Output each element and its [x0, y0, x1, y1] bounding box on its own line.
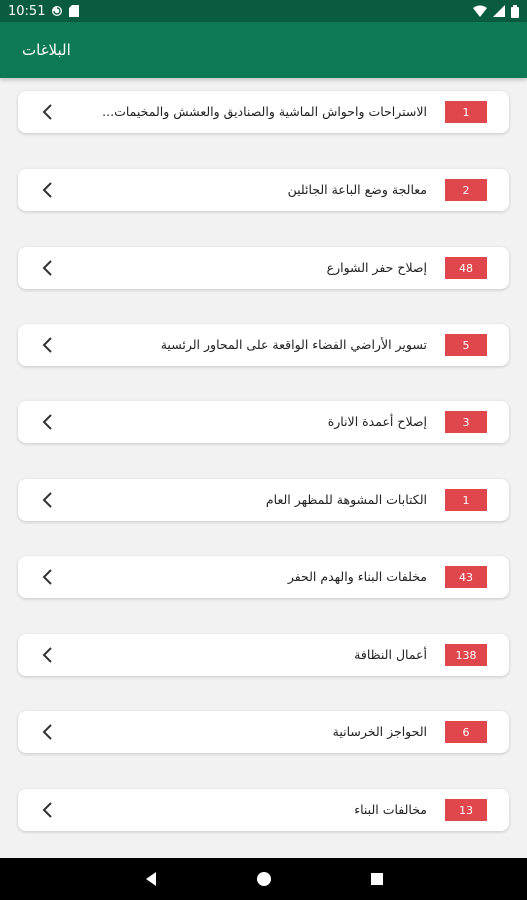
- list-item[interactable]: [18, 789, 509, 831]
- list-item-label: مخالفات البناء: [354, 802, 427, 817]
- list-item-label: أعمال النظافة: [354, 647, 427, 662]
- sd-card-icon: [69, 5, 79, 17]
- chevron-left-icon: [38, 335, 58, 355]
- list-item[interactable]: [18, 247, 509, 289]
- chevron-left-icon: [38, 567, 58, 587]
- battery-icon: [511, 5, 519, 18]
- sync-icon: [51, 5, 63, 17]
- count-badge: 2: [445, 179, 487, 201]
- chevron-left-icon: [38, 490, 58, 510]
- list-item[interactable]: [18, 479, 509, 521]
- count-badge: 6: [445, 721, 487, 743]
- list-item-label: تسوير الأراضي الفضاء الواقعة على المحاور الرئسية: [160, 337, 427, 352]
- count-badge: 43: [445, 566, 487, 588]
- list-item-label: إصلاح حفر الشوارع: [326, 260, 427, 275]
- status-bar: [0, 0, 527, 22]
- list-item[interactable]: [18, 169, 509, 211]
- list-item[interactable]: [18, 634, 509, 676]
- signal-icon: [493, 5, 505, 17]
- app-bar: [0, 22, 527, 78]
- count-badge: 3: [445, 411, 487, 433]
- chevron-left-icon: [38, 102, 58, 122]
- report-list: [0, 78, 527, 858]
- list-item[interactable]: [18, 556, 509, 598]
- list-item-label: معالجة وضع الباعة الجائلين: [287, 182, 427, 197]
- count-badge: 13: [445, 799, 487, 821]
- count-badge: 1: [445, 101, 487, 123]
- triangle-back-icon[interactable]: [143, 871, 159, 887]
- chevron-left-icon: [38, 412, 58, 432]
- status-time: 10:51: [8, 3, 46, 19]
- list-item-label: الاستراحات واحواش الماشية والصناديق والعشش والمخيمات...: [102, 104, 427, 119]
- chevron-left-icon: [38, 800, 58, 820]
- list-item-label: الحواجز الخرسانية: [332, 724, 427, 739]
- list-item-label: إصلاح أعمدة الانارة: [327, 414, 427, 429]
- page-title: البلاغات: [22, 41, 71, 59]
- chevron-left-icon: [38, 258, 58, 278]
- list-item[interactable]: [18, 711, 509, 753]
- chevron-left-icon: [38, 180, 58, 200]
- square-recent-icon[interactable]: [369, 871, 385, 887]
- list-item[interactable]: [18, 324, 509, 366]
- count-badge: 138: [445, 644, 487, 666]
- navigation-bar: [0, 858, 527, 900]
- circle-home-icon[interactable]: [256, 871, 272, 887]
- count-badge: 48: [445, 257, 487, 279]
- list-item[interactable]: [18, 401, 509, 443]
- count-badge: 1: [445, 489, 487, 511]
- count-badge: 5: [445, 334, 487, 356]
- list-item-label: الكتابات المشوهة للمظهر العام: [265, 492, 427, 507]
- wifi-icon: [473, 5, 487, 17]
- list-item[interactable]: [18, 91, 509, 133]
- list-item-label: مخلفات البناء والهدم الحفر: [287, 569, 427, 584]
- chevron-left-icon: [38, 722, 58, 742]
- chevron-left-icon: [38, 645, 58, 665]
